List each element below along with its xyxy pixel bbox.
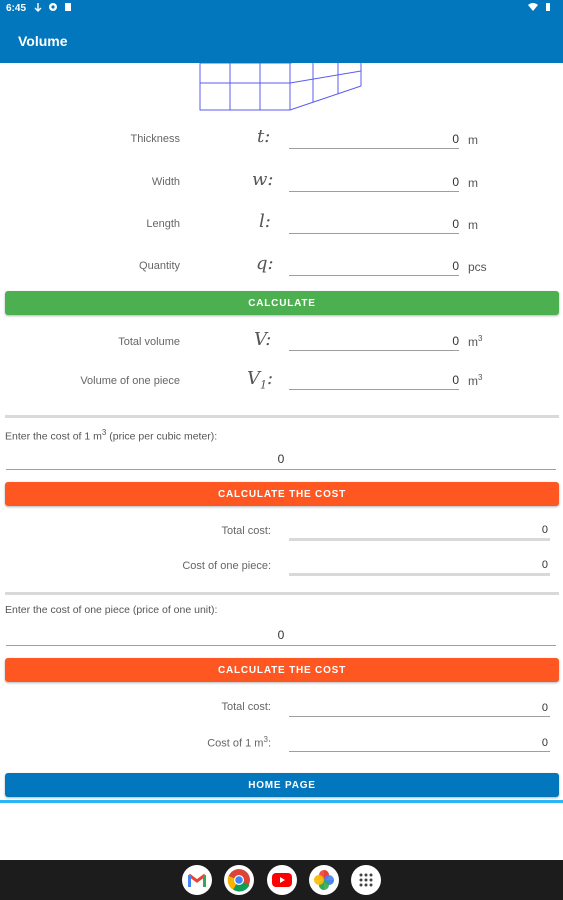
piece-volume-output — [289, 372, 459, 390]
chrome-icon[interactable] — [224, 865, 254, 895]
scroll-edge-indicator — [0, 800, 563, 803]
piece-volume-value: 0 — [452, 373, 459, 387]
thickness-label: Thickness — [130, 133, 180, 145]
gmail-icon[interactable] — [182, 865, 212, 895]
cube-illustration — [198, 63, 364, 113]
total-volume-symbol: V: — [254, 329, 272, 350]
cost-per-m3-prompt — [5, 428, 217, 443]
width-unit: m — [468, 176, 478, 190]
length-value: 0 — [452, 217, 459, 231]
quantity-label: Quantity — [139, 260, 180, 272]
piece-cost-value: 0 — [541, 559, 548, 571]
width-symbol: w: — [252, 169, 274, 190]
m3-cost-label-suffix: : — [267, 737, 271, 750]
width-label: Width — [151, 176, 180, 188]
photos-icon[interactable] — [309, 865, 339, 895]
total-cost-value-2: 0 — [541, 702, 548, 714]
quantity-symbol: q: — [256, 253, 274, 274]
length-input[interactable] — [289, 216, 459, 234]
thickness-unit: m — [468, 133, 478, 147]
total-cost-output-2 — [289, 699, 550, 717]
quantity-unit: pcs — [468, 260, 487, 274]
home-page-button[interactable]: HOME PAGE — [5, 773, 559, 797]
section-divider — [5, 415, 559, 418]
notification-icon — [33, 2, 43, 12]
youtube-icon[interactable] — [267, 865, 297, 895]
total-volume-value: 0 — [452, 334, 459, 348]
wifi-icon — [528, 2, 538, 12]
app-bar — [0, 17, 563, 63]
piece-volume-symbol-suffix: : — [267, 368, 274, 389]
thickness-input[interactable] — [289, 131, 459, 149]
m3-cost-output — [289, 734, 550, 752]
total-volume-unit — [468, 334, 482, 349]
total-cost-output — [289, 523, 550, 541]
piece-volume-label: Volume of one piece — [80, 375, 180, 387]
total-volume-unit-base: m — [468, 335, 478, 349]
m3-cost-label — [150, 735, 271, 750]
thickness-value: 0 — [452, 132, 459, 146]
quantity-value: 0 — [452, 259, 459, 273]
piece-volume-symbol — [247, 368, 273, 392]
piece-volume-symbol-base: V — [247, 368, 260, 389]
sync-icon — [48, 2, 58, 12]
sim-card-icon — [63, 2, 73, 12]
length-symbol: l: — [259, 211, 271, 232]
piece-volume-unit — [468, 373, 482, 388]
status-bar — [0, 0, 563, 17]
m3-cost-value: 0 — [541, 737, 548, 749]
thickness-symbol: t: — [257, 126, 271, 147]
battery-icon — [543, 2, 553, 12]
status-time: 6:45 — [6, 3, 27, 14]
piece-cost-label: Cost of one piece: — [182, 560, 271, 572]
total-volume-label: Total volume — [118, 336, 180, 348]
m3-cost-label-sup: 3 — [263, 735, 268, 744]
piece-volume-unit-sup: 3 — [478, 373, 483, 382]
calculate-cost-per-m3-button[interactable]: CALCULATE THE COST — [5, 482, 559, 506]
cost-per-piece-input[interactable] — [6, 626, 556, 646]
piece-volume-unit-base: m — [468, 374, 478, 388]
total-cost-value: 0 — [541, 524, 548, 536]
calculate-cost-per-piece-button[interactable]: CALCULATE THE COST — [5, 658, 559, 682]
app-drawer-icon[interactable] — [351, 865, 381, 895]
total-volume-unit-sup: 3 — [478, 334, 483, 343]
piece-volume-symbol-sub: 1 — [260, 378, 267, 392]
length-label: Length — [146, 218, 180, 230]
app-title: Volume — [18, 33, 68, 49]
total-cost-label-2: Total cost: — [221, 701, 271, 713]
cost-per-m3-input-value: 0 — [277, 452, 285, 466]
cost-per-piece-prompt: Enter the cost of one piece (price of one unit): — [5, 604, 218, 616]
calculate-button[interactable]: CALCULATE — [5, 291, 559, 315]
length-unit: m — [468, 218, 478, 232]
section-divider — [5, 592, 559, 595]
width-input[interactable] — [289, 174, 459, 192]
cost-per-piece-input-value: 0 — [277, 628, 285, 642]
cost-per-m3-prompt-prefix: Enter the cost of 1 m — [5, 430, 102, 443]
cost-per-m3-prompt-sup: 3 — [101, 428, 107, 437]
cost-per-m3-input[interactable] — [6, 450, 556, 470]
m3-cost-label-prefix: Cost of 1 m — [207, 737, 264, 750]
total-volume-output — [289, 333, 459, 351]
cost-per-m3-prompt-suffix: (price per cubic meter): — [106, 430, 218, 443]
piece-cost-output — [289, 558, 550, 576]
quantity-input[interactable] — [289, 258, 459, 276]
width-value: 0 — [452, 175, 459, 189]
total-cost-label: Total cost: — [221, 525, 271, 537]
